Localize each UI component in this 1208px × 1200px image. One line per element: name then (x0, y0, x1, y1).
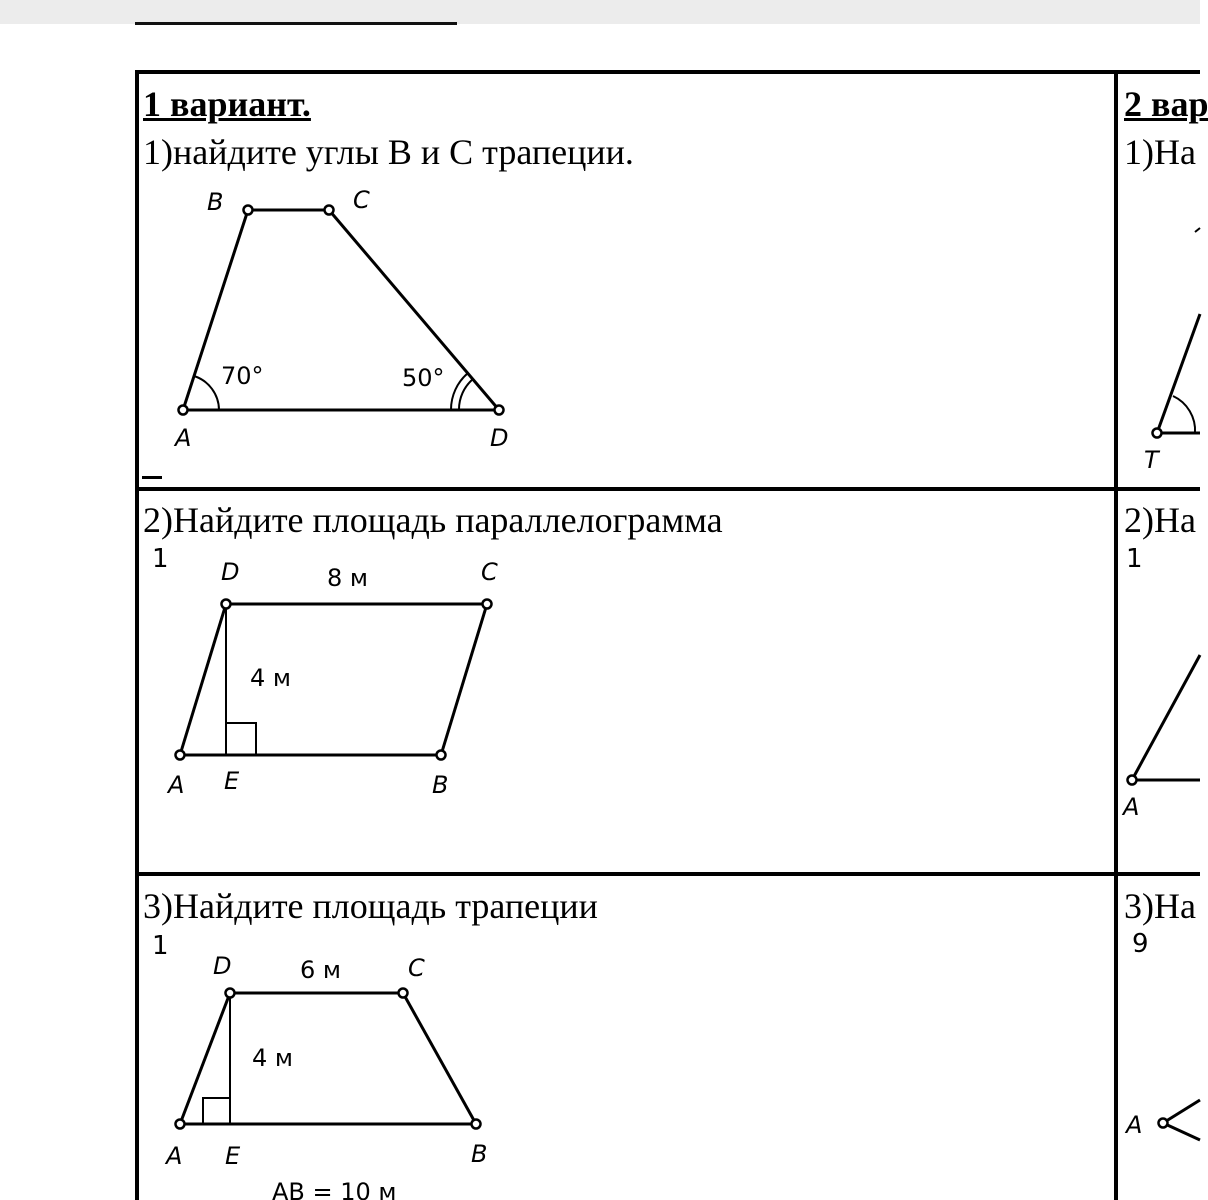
variant1-task1-text: 1)найдите углы В и С трапеции. (143, 132, 634, 172)
label-d: D (490, 424, 509, 452)
label-b: B (207, 188, 224, 216)
variant1-task3-text: 3)Найдите площадь трапеции (143, 886, 598, 926)
point-d-dot (495, 406, 504, 415)
top-side-label: 6 м (300, 956, 342, 984)
trapezoid-area-figure (180, 993, 476, 1124)
point-a-dot (176, 751, 185, 760)
side-ad (180, 993, 230, 1124)
variant1-heading: 1 вариант. (143, 84, 311, 124)
label-c: C (408, 954, 425, 982)
variant2-figure2-partial (1132, 655, 1200, 780)
variant2-task2-mark: 1 (1126, 544, 1143, 574)
top-side-label: 8 м (327, 564, 369, 592)
point-b-dot (472, 1120, 481, 1129)
variant2-point-a3-dot (1159, 1119, 1168, 1128)
angle-a-label: 70° (221, 362, 264, 390)
side-cb (403, 993, 476, 1124)
label-c: C (481, 558, 498, 586)
base-note: AB = 10 м (272, 1178, 397, 1200)
height-label: 4 м (252, 1044, 294, 1072)
point-d-dot (226, 989, 235, 998)
point-b-dot (244, 206, 253, 215)
height-label: 4 м (250, 664, 292, 692)
label-b: B (471, 1140, 488, 1168)
variant2-figure1-partial (1157, 228, 1200, 433)
variant2-task1-text: 1)На (1124, 132, 1196, 172)
variant2-label-a3: A (1126, 1111, 1143, 1139)
variant2-task3-mark: 9 (1132, 929, 1149, 959)
point-a-dot (179, 406, 188, 415)
label-d: D (221, 558, 240, 586)
variant2-figure3-partial (1163, 1100, 1200, 1140)
variant1-task2-text: 2)Найдите площадь параллелограмма (143, 500, 723, 540)
variant2-label-a: A (1123, 793, 1140, 821)
point-b-dot (437, 751, 446, 760)
variant2-point-t-dot (1153, 429, 1162, 438)
side-cb (441, 604, 487, 755)
label-e: E (224, 767, 240, 795)
point-d-dot (222, 600, 231, 609)
variant1-task2-mark: 1 (152, 544, 169, 574)
label-c: C (353, 186, 370, 214)
side-ad (180, 604, 226, 755)
variant2-task2-text: 2)На (1124, 500, 1196, 540)
variant2-heading: 2 вар (1124, 84, 1208, 124)
parallelogram-figure (180, 604, 487, 755)
variant1-task3-mark: 1 (152, 931, 169, 961)
right-angle-mark (226, 723, 256, 755)
label-d: D (213, 952, 232, 980)
angle-d-arc-inner (459, 379, 473, 410)
variant2-task3-text: 3)На (1124, 886, 1196, 926)
point-c-dot (483, 600, 492, 609)
variant2-point-a-dot (1128, 776, 1137, 785)
angle-d-label: 50° (402, 364, 445, 392)
label-a: A (166, 1142, 183, 1170)
point-c-dot (399, 989, 408, 998)
point-c-dot (325, 206, 334, 215)
label-a: A (175, 424, 192, 452)
right-angle-mark (203, 1098, 230, 1124)
label-a: A (168, 771, 185, 799)
label-b: B (432, 771, 449, 799)
angle-a-arc (194, 376, 219, 410)
point-a-dot (176, 1120, 185, 1129)
variant2-label-t: T (1144, 446, 1159, 474)
label-e: E (225, 1142, 241, 1170)
